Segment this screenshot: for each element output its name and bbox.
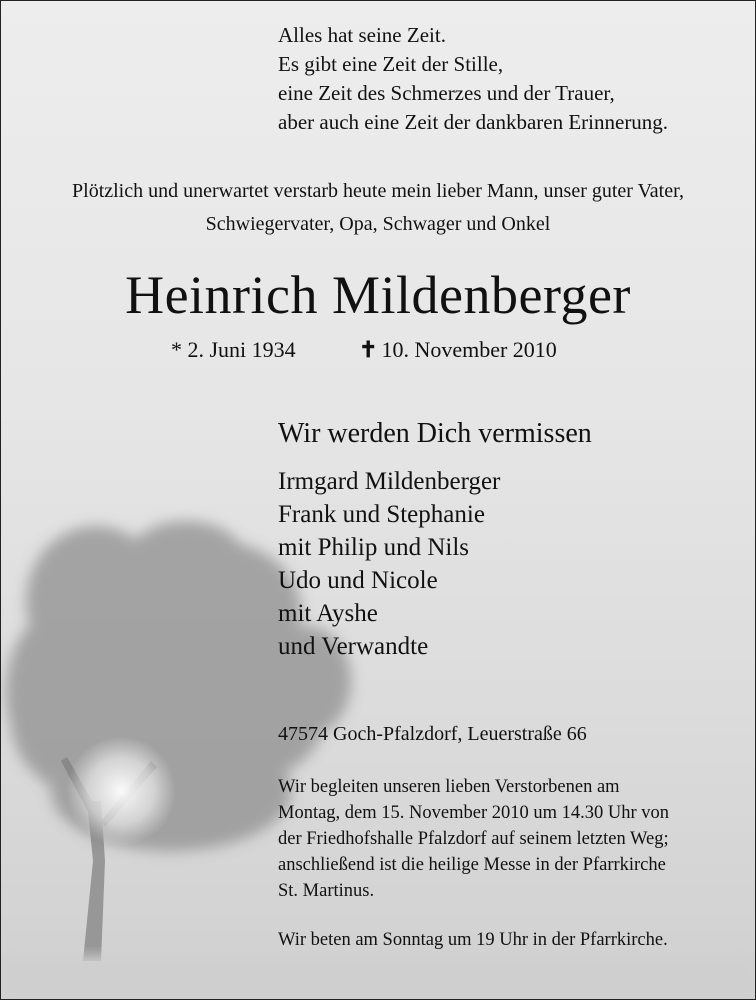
funeral-line: Montag, dem 15. November 2010 um 14.30 Uhr von [278,803,670,823]
intro-line: Plötzlich und unerwartet verstarb heute mein lieber Mann, unser guter Vater, [72,180,684,202]
intro-text [1,175,755,241]
family-list [278,465,500,663]
poem-block [278,21,668,137]
poem-line: eine Zeit des Schmerzes und der Trauer, [278,81,615,105]
death-date-line [359,335,557,365]
family-member: und Verwandte [278,633,429,660]
funeral-line: St. Martinus. [278,881,375,901]
family-member: mit Philip und Nils [278,534,470,561]
prayer-notice: Wir beten am Sonntag um 19 Uhr in der Pfarrkirche. [278,930,668,950]
funeral-line: anschließend ist die heilige Messe in der Pfarrkirche [278,855,666,875]
family-member: Frank und Stephanie [278,501,485,528]
funeral-line: Wir begleiten unseren lieben Verstorbenen am [278,777,620,797]
birth-date: * 2. Juni 1934 [171,337,296,362]
family-member: Udo und Nicole [278,567,438,594]
deceased-name: Heinrich Mildenberger [125,265,631,325]
family-member: Irmgard Mildenberger [278,468,501,495]
death-date: 10. November 2010 [381,337,557,362]
poem-line: aber auch eine Zeit der dankbaren Erinnerung. [278,110,669,134]
intro-line: Schwiegervater, Opa, Schwager und Onkel [205,213,551,235]
cross-icon: ✝ [359,337,378,362]
address: 47574 Goch-Pfalzdorf, Leuerstraße 66 [278,723,587,745]
miss-line: Wir werden Dich vermissen [278,418,592,449]
poem-line: Alles hat seine Zeit. [278,23,446,47]
poem-line: Es gibt eine Zeit der Stille, [278,52,504,76]
family-member: mit Ayshe [278,600,378,627]
funeral-line: der Friedhofshalle Pfalzdorf auf seinem letzten Weg; [278,829,669,849]
funeral-details [278,774,669,904]
